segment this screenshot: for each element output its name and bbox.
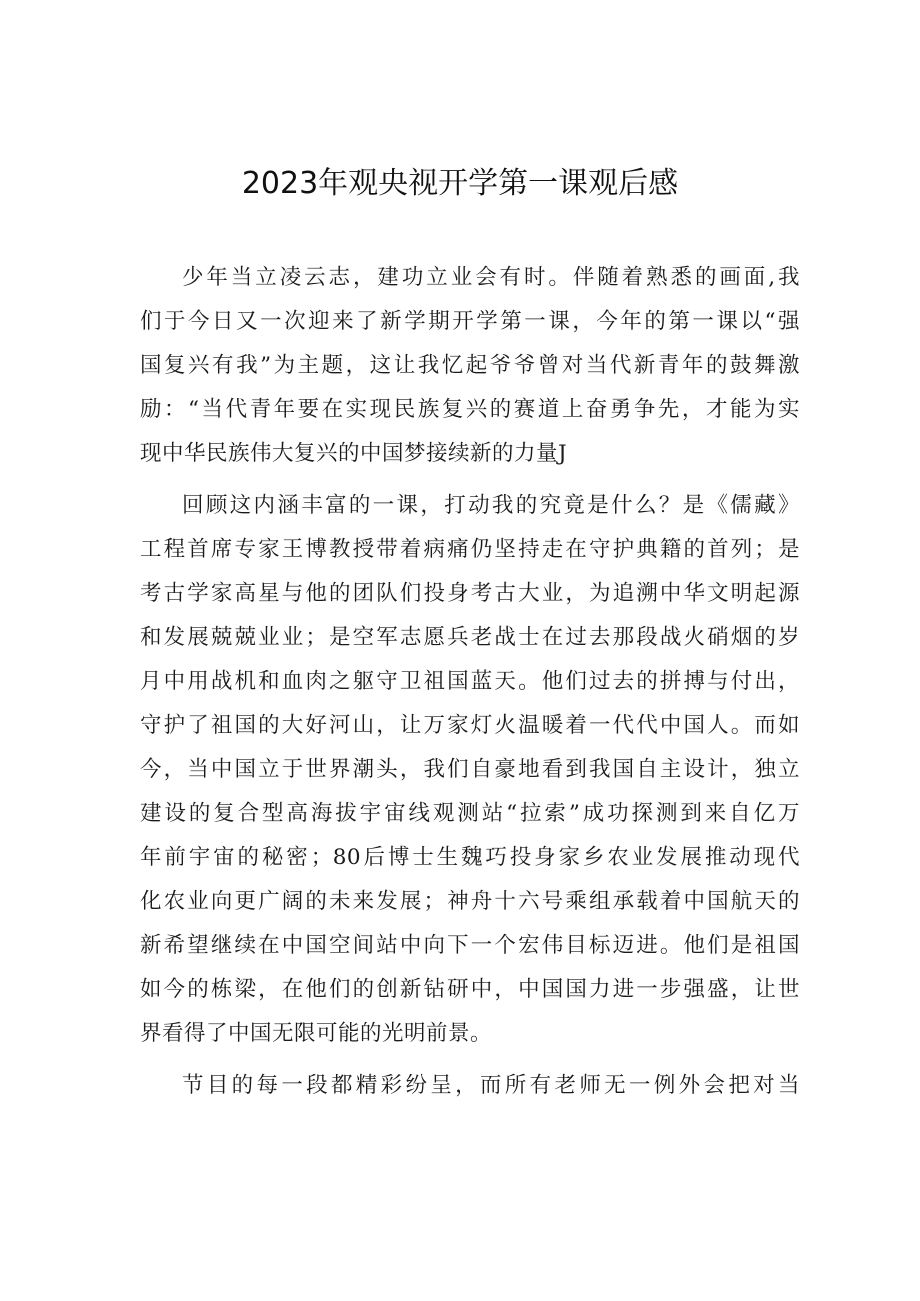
paragraph xyxy=(140,484,800,1056)
paragraph-line: 界看得了中国无限可能的光明前景。 xyxy=(140,1021,493,1046)
document-body xyxy=(140,256,800,1108)
paragraph-line: 和发展兢兢业业；是空军志愿兵老战士在过去那段战火硝烟的岁 xyxy=(140,625,800,650)
paragraph-line: 少年当立凌云志，建功立业会有时。伴随着熟悉的画面,我 xyxy=(182,265,800,290)
paragraph-line: 新希望继续在中国空间站中向下一个宏伟目标迈进。他们是祖国 xyxy=(140,933,800,958)
paragraph-line: 今，当中国立于世界潮头，我们自豪地看到我国自主设计，独立 xyxy=(140,757,800,782)
paragraph-line: 励：“当代青年要在实现民族复兴的赛道上奋勇争先，才能为实 xyxy=(140,397,800,422)
paragraph-line: 工程首席专家王博教授带着病痛仍坚持走在守护典籍的首列；是 xyxy=(140,537,800,562)
paragraph-line: 守护了祖国的大好河山，让万家灯火温暖着一代代中国人。而如 xyxy=(140,713,800,738)
paragraph-line: 建设的复合型高海拔宇宙线观测站“拉索”成功探测到来自亿万 xyxy=(140,801,800,826)
paragraph-line: 化农业向更广阔的未来发展；神舟十六号乘组承载着中国航天的 xyxy=(140,889,800,914)
paragraph-line: 考古学家高星与他的团队们投身考古大业，为追溯中华文明起源 xyxy=(140,581,800,606)
paragraph-line: 们于今日又一次迎来了新学期开学第一课，今年的第一课以“强 xyxy=(140,309,800,334)
paragraph xyxy=(140,256,800,476)
paragraph-line: 回顾这内涵丰富的一课，打动我的究竟是什么？是《儒藏》 xyxy=(182,493,800,518)
paragraph-line: 如今的栋梁，在他们的创新钻研中，中国国力进一步强盛，让世 xyxy=(140,977,800,1002)
document-title: 2023年观央视开学第一课观后感 xyxy=(241,166,679,201)
paragraph-line: 现中华民族伟大复兴的中国梦接续新的力量J xyxy=(140,441,568,466)
paragraph-line: 年前宇宙的秘密；80后博士生魏巧投身家乡农业发展推动现代 xyxy=(140,845,800,870)
paragraph-line: 国复兴有我”为主题，这让我忆起爷爷曾对当代新青年的鼓舞激 xyxy=(140,353,800,378)
paragraph xyxy=(140,1064,800,1108)
paragraph-line: 月中用战机和血肉之躯守卫祖国蓝天。他们过去的拼搏与付出， xyxy=(140,669,800,694)
paragraph-line: 节目的每一段都精彩纷呈，而所有老师无一例外会把对当 xyxy=(182,1073,800,1098)
